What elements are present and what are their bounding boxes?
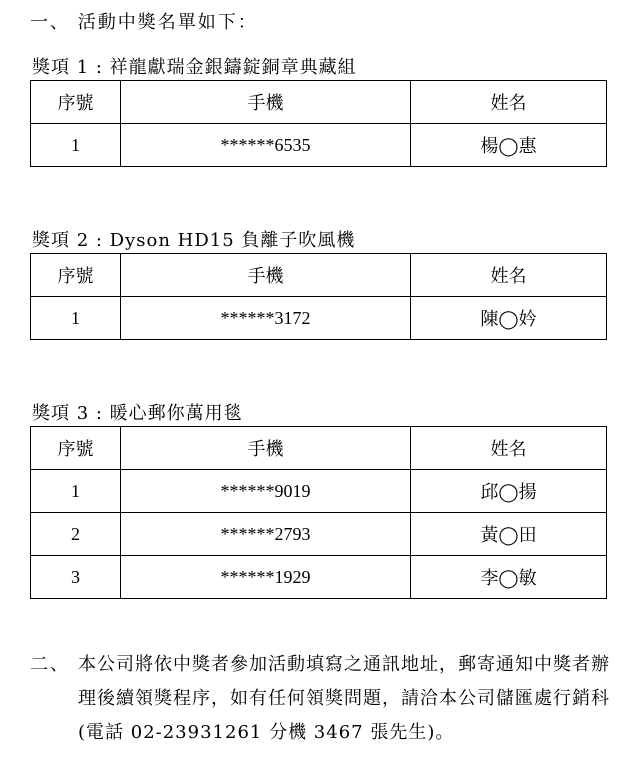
column-header-no: 序號 (31, 427, 121, 470)
winner-name: 李◯敏 (411, 556, 607, 599)
prize-3-table (30, 426, 607, 599)
winner-name: 陳◯妗 (411, 297, 607, 340)
table-row (31, 556, 607, 599)
table-row (31, 297, 607, 340)
winner-phone: ******9019 (121, 470, 411, 513)
winner-phone: ******6535 (121, 124, 411, 167)
winner-no: 1 (31, 470, 121, 513)
column-header-phone: 手機 (121, 427, 411, 470)
table-row (31, 470, 607, 513)
table-header-row (31, 81, 607, 124)
prize-1-title: 獎項 1 : 祥龍獻瑞金銀鑄錠銅章典藏組 (32, 57, 357, 78)
section1-heading: 一、 活動中獎名單如下： (30, 12, 258, 33)
column-header-phone: 手機 (121, 254, 411, 297)
table-header-row (31, 427, 607, 470)
prize-2-table (30, 253, 607, 340)
section2-text: 本公司將依中獎者參加活動填寫之通訊地址，郵寄通知中獎者辦理後續領獎程序，如有任何領獎問題，請洽本公司儲匯處行銷科(電話 02-23931261 分機 3467 張先生)。 (78, 654, 610, 743)
column-header-no: 序號 (31, 254, 121, 297)
prize-2-title: 獎項 2 : Dyson HD15 負離子吹風機 (32, 230, 356, 251)
winner-phone: ******1929 (121, 556, 411, 599)
winner-phone: ******2793 (121, 513, 411, 556)
winner-no: 3 (31, 556, 121, 599)
winner-no: 1 (31, 124, 121, 167)
prize-3-title: 獎項 3 : 暖心郵你萬用毯 (32, 403, 243, 424)
winner-no: 1 (31, 297, 121, 340)
prize-1-table (30, 80, 607, 167)
winner-name: 黃◯田 (411, 513, 607, 556)
column-header-no: 序號 (31, 81, 121, 124)
table-row (31, 513, 607, 556)
winner-name: 邱◯揚 (411, 470, 607, 513)
table-row (31, 124, 607, 167)
section2-mark: 二、 (30, 654, 70, 675)
table-header-row (31, 254, 607, 297)
winner-phone: ******3172 (121, 297, 411, 340)
winner-name: 楊◯惠 (411, 124, 607, 167)
column-header-phone: 手機 (121, 81, 411, 124)
column-header-name: 姓名 (411, 81, 607, 124)
column-header-name: 姓名 (411, 254, 607, 297)
column-header-name: 姓名 (411, 427, 607, 470)
winner-no: 2 (31, 513, 121, 556)
